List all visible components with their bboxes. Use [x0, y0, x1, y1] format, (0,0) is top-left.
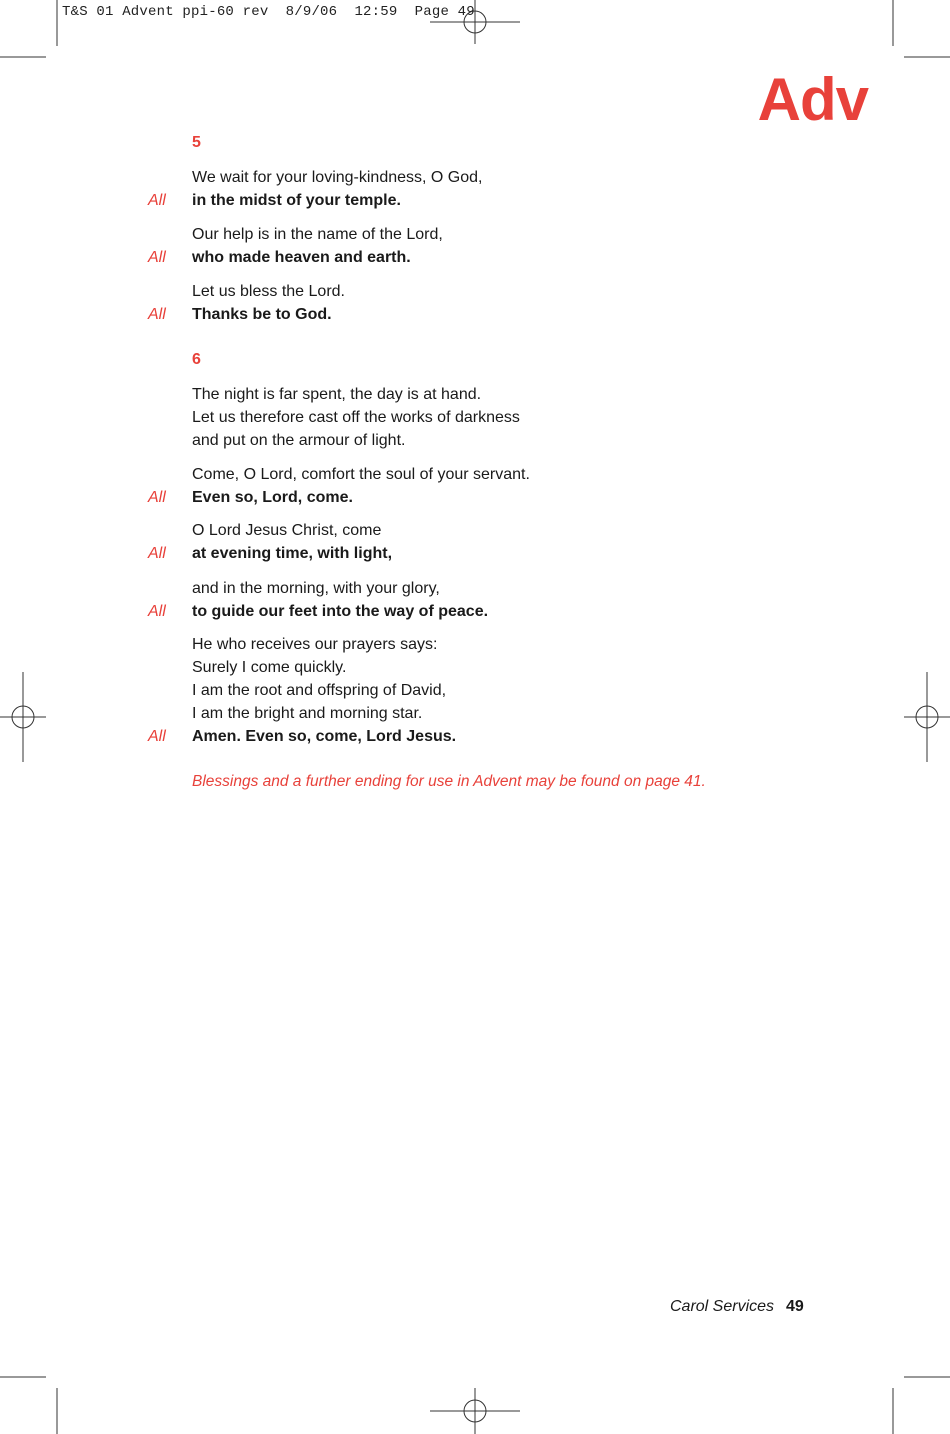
all-response-label: All: [148, 545, 166, 562]
all-response-label: All: [148, 306, 166, 323]
text-line: I am the root and offspring of David,: [192, 682, 447, 699]
section-number: 6: [192, 351, 201, 368]
text-line: I am the bright and morning star.: [192, 705, 423, 722]
response: Thanks be to God.: [192, 306, 332, 323]
versicle: We wait for your loving-kindness, O God,: [192, 169, 483, 186]
text-line: and put on the armour of light.: [192, 432, 406, 449]
versicle: Come, O Lord, comfort the soul of your servant.: [192, 466, 530, 483]
response: who made heaven and earth.: [192, 249, 411, 266]
text-line: Surely I come quickly.: [192, 659, 347, 676]
response: Even so, Lord, come.: [192, 489, 353, 506]
response: Amen. Even so, come, Lord Jesus.: [192, 728, 457, 745]
all-response-label: All: [148, 489, 166, 506]
text-line: Let us therefore cast off the works of darkness: [192, 409, 520, 426]
all-response-label: All: [148, 192, 166, 209]
response: in the midst of your temple.: [192, 192, 401, 209]
rubric-note: Blessings and a further ending for use in Advent may be found on page 41.: [192, 773, 706, 790]
versicle: O Lord Jesus Christ, come: [192, 522, 382, 539]
print-slug: T&S 01 Advent ppi-60 rev 8/9/06 12:59 Page 49: [62, 4, 475, 20]
all-response-label: All: [148, 728, 166, 745]
season-tab-label: Adv: [757, 66, 868, 133]
text-line: He who receives our prayers says:: [192, 636, 438, 653]
versicle: Our help is in the name of the Lord,: [192, 226, 443, 243]
all-response-label: All: [148, 603, 166, 620]
footer-title: Carol Services: [670, 1298, 775, 1315]
all-response-label: All: [148, 249, 166, 266]
versicle: and in the morning, with your glory,: [192, 580, 440, 597]
response: to guide our feet into the way of peace.: [192, 603, 489, 620]
response: at evening time, with light,: [192, 545, 393, 562]
page-number: 49: [786, 1298, 804, 1315]
section-number: 5: [192, 134, 201, 151]
versicle: Let us bless the Lord.: [192, 283, 345, 300]
text-line: The night is far spent, the day is at hand.: [192, 386, 482, 403]
